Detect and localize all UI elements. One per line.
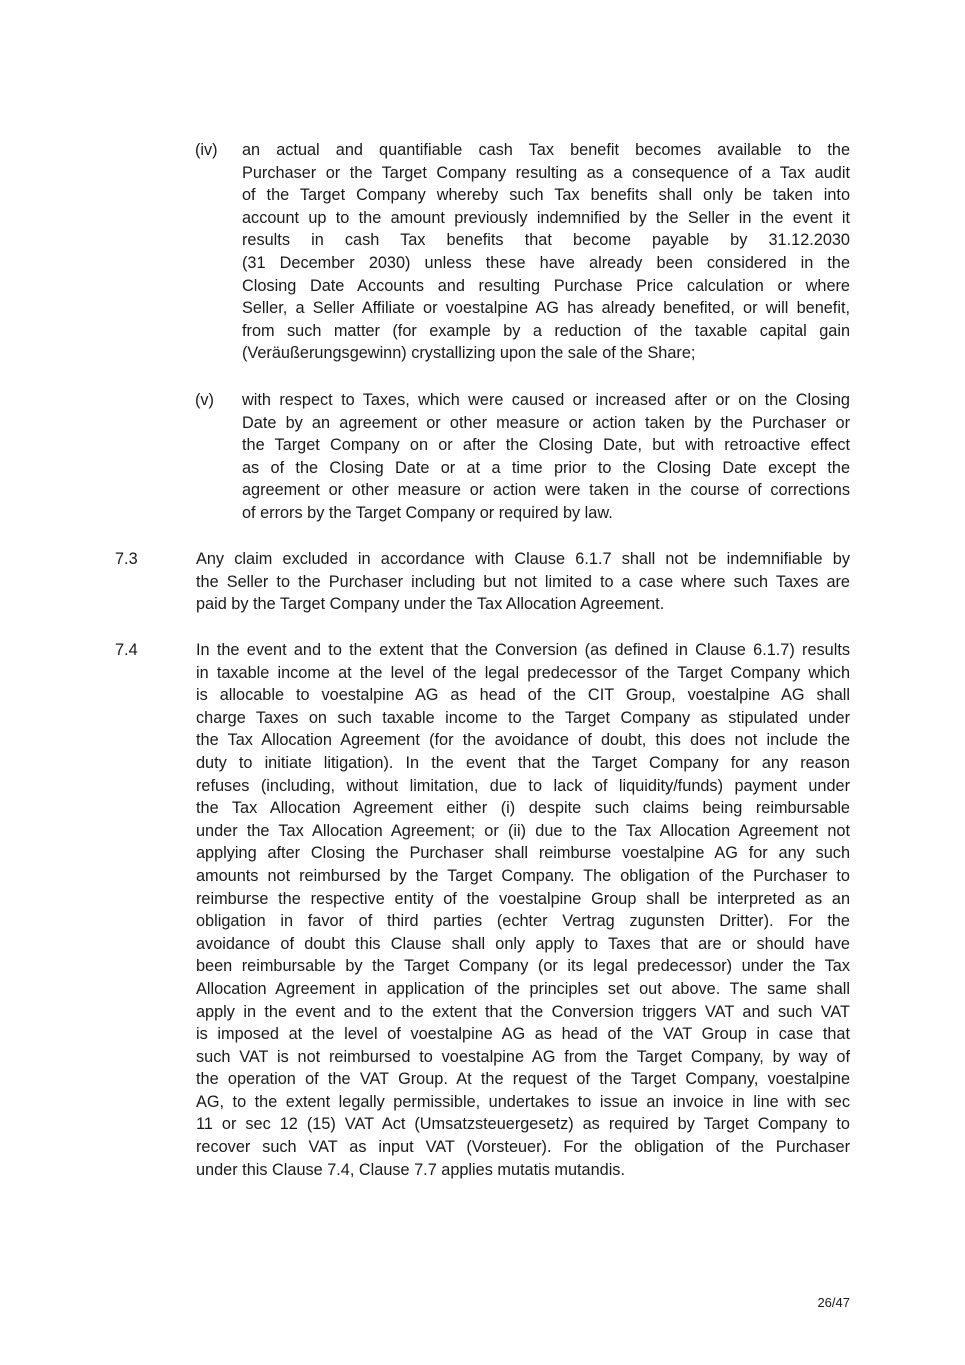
text-line: account up to the amount previously indemnified by the Seller in the event it <box>242 208 850 227</box>
text-line: refuses (including, without limitation, due to lack of liquidity/funds) payment under <box>196 776 850 795</box>
text-line: the operation of the VAT Group. At the request of the Target Company, voestalpine <box>196 1070 850 1089</box>
item-label: (v) <box>195 391 214 409</box>
text-line: of the Target Company whereby such Tax benefits shall only be taken into <box>242 186 850 205</box>
text-line: amounts not reimbursed by the Target Company. The obligation of the Purchaser to <box>196 866 850 885</box>
text-line: is imposed at the level of voestalpine AG as head of the VAT Group in case that <box>196 1025 850 1044</box>
text-line: apply in the event and to the extent that the Conversion triggers VAT and such VAT <box>196 1002 850 1021</box>
text-line: duty to initiate litigation). In the event that the Target Company for any reason <box>196 753 850 772</box>
text-line: been reimbursable by the Target Company (or its legal predecessor) under the Tax <box>196 957 850 976</box>
text-line: such VAT is not reimbursed to voestalpine AG from the Target Company, by way of <box>196 1047 850 1066</box>
text-line: is allocable to voestalpine AG as head of the CIT Group, voestalpine AG shall <box>196 686 850 705</box>
text-line: with respect to Taxes, which were caused or increased after or on the Closing <box>242 391 850 409</box>
text-line: recover such VAT as input VAT (Vorsteuer). For the obligation of the Purchaser <box>196 1138 850 1157</box>
text-line: agreement or other measure or action were taken in the course of corrections <box>242 481 850 500</box>
clause-text <box>196 639 850 1181</box>
text-line: under the Tax Allocation Agreement; or (ii) due to the Tax Allocation Agreement not <box>196 821 850 840</box>
item-text <box>242 389 850 525</box>
clause-number: 7.3 <box>115 550 138 568</box>
text-line: Seller, a Seller Affiliate or voestalpine AG has already benefited, or will benefit, <box>242 299 850 318</box>
text-line: (31 December 2030) unless these have already been considered in the <box>242 253 850 272</box>
text-line: the Seller to the Purchaser including but not limited to a case where such Taxes are <box>196 572 850 591</box>
text-line: Any claim excluded in accordance with Clause 6.1.7 shall not be indemnifiable by <box>196 550 850 568</box>
text-line: an actual and quantifiable cash Tax benefit becomes available to the <box>242 141 850 159</box>
item-label: (iv) <box>195 141 218 159</box>
text-line: In the event and to the extent that the Conversion (as defined in Clause 6.1.7) results <box>196 641 850 659</box>
text-line: the Target Company on or after the Closing Date, but with retroactive effect <box>242 436 850 455</box>
text-line: reimburse the respective entity of the voestalpine Group shall be interpreted as an <box>196 889 850 908</box>
text-line: under this Clause 7.4, Clause 7.7 applies mutatis mutandis. <box>196 1160 625 1179</box>
text-line: AG, to the extent legally permissible, undertakes to issue an invoice in line with sec <box>196 1092 850 1111</box>
clause-text <box>196 548 850 616</box>
text-line: as of the Closing Date or at a time prior to the Closing Date except the <box>242 458 850 477</box>
text-line: results in cash Tax benefits that become payable by 31.12.2030 <box>242 231 850 250</box>
text-line: from such matter (for example by a reduction of the taxable capital gain <box>242 321 850 340</box>
text-line: the Tax Allocation Agreement (for the avoidance of doubt, this does not include the <box>196 731 850 750</box>
text-line: obligation in favor of third parties (echter Vertrag zugunsten Dritter). For the <box>196 912 850 931</box>
text-line: Closing Date Accounts and resulting Purchase Price calculation or where <box>242 276 850 295</box>
item-text <box>242 139 850 365</box>
text-line: Allocation Agreement in application of the principles set out above. The same shall <box>196 979 850 998</box>
text-line: Date by an agreement or other measure or action taken by the Purchaser or <box>242 413 850 432</box>
text-line: in taxable income at the level of the legal predecessor of the Target Company which <box>196 663 850 682</box>
text-line: (Veräußerungsgewinn) crystallizing upon the sale of the Share; <box>242 344 696 363</box>
text-line: of errors by the Target Company or required by law. <box>242 503 613 522</box>
page-number: 26/47 <box>817 1295 850 1310</box>
text-line: avoidance of doubt this Clause shall only apply to Taxes that are or should have <box>196 934 850 953</box>
text-line: applying after Closing the Purchaser shall reimburse voestalpine AG for any such <box>196 844 850 863</box>
clause-number: 7.4 <box>115 641 138 659</box>
text-line: Purchaser or the Target Company resulting as a consequence of a Tax audit <box>242 163 850 182</box>
text-line: 11 or sec 12 (15) VAT Act (Umsatzsteuergesetz) as required by Target Company to <box>196 1115 850 1134</box>
text-line: paid by the Target Company under the Tax Allocation Agreement. <box>196 595 665 614</box>
text-line: the Tax Allocation Agreement either (i) despite such claims being reimbursable <box>196 799 850 818</box>
text-line: charge Taxes on such taxable income to the Target Company as stipulated under <box>196 708 850 727</box>
